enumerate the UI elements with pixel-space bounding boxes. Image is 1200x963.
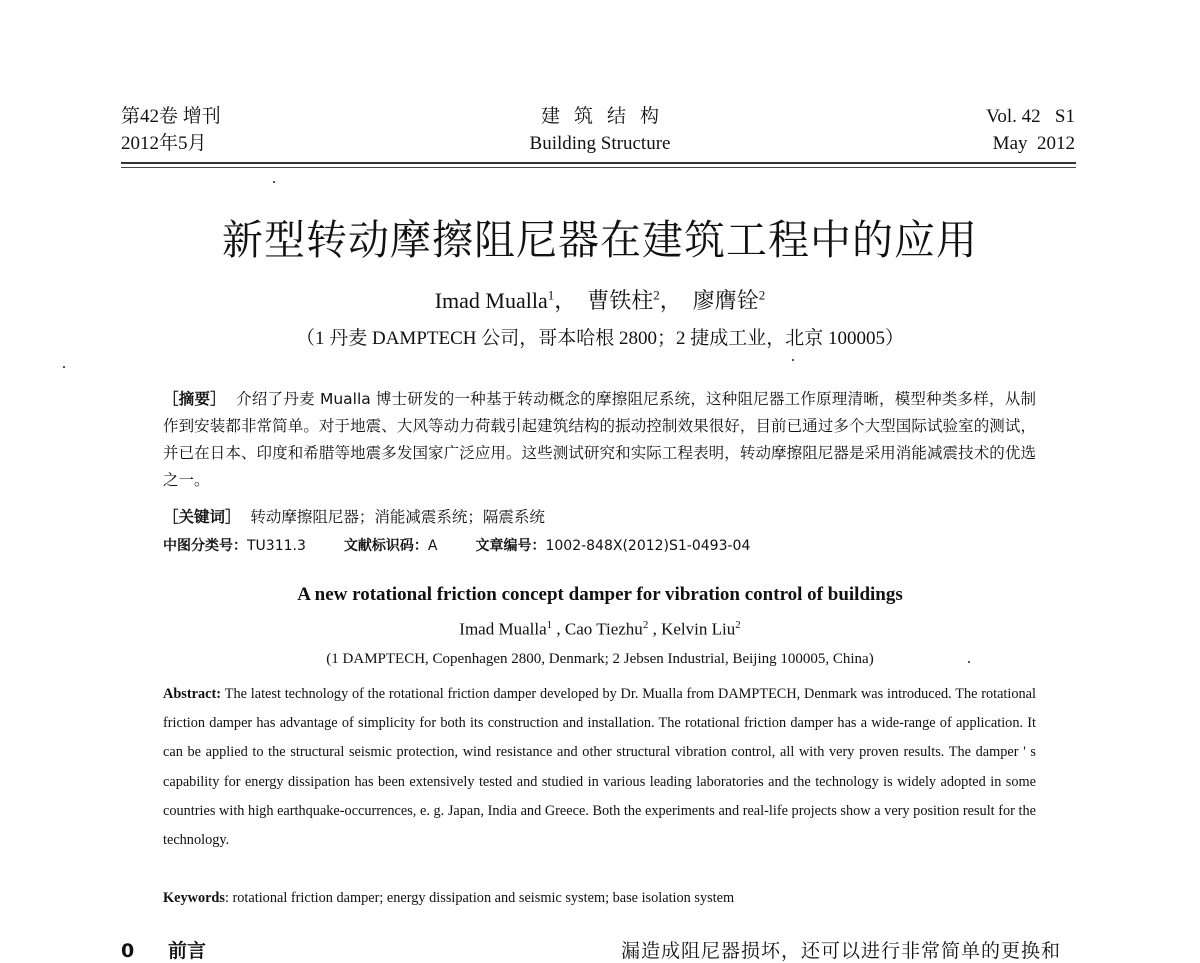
journal-name-en: Building Structure [529,133,671,154]
abstract-en-sep: : [216,686,225,702]
abstract-en-label: Abstract [163,686,217,702]
volume-issue-en: Vol. 42 S1 [986,106,1075,127]
affiliation-cn: （1 丹麦 DAMPTECH 公司，哥本哈根 2800；2 捷成工业，北京 100005） [295,328,904,349]
scan-speck [273,181,275,183]
author-separator: ， [554,288,588,313]
keywords-en-sep: : [224,890,233,906]
scan-speck [63,366,65,368]
paper-title-cn: 新型转动摩擦阻尼器在建筑工程中的应用 [222,216,978,264]
classification-line [163,534,1036,558]
author-affil-mark: 2 [735,619,741,631]
publication-date-cn: 2012年5月 [121,133,207,154]
keywords-en-label: Keywords [163,890,225,906]
paper-title-en: A new rotational friction concept damper for vibration control of buildings [297,584,903,605]
abstract-en-text: The latest technology of the rotational friction damper developed by Dr. Mualla from DAMPTECH, Denmark was introduced. The rotational friction damper has advantage of simplicity for both its construction and installation. The rotational friction damper has a wide-range of application. It can be applied to the structural seismic protection, wind resistance and other structural vibration control, all with very proven results. The damper ' s capability for energy dissipation has been extensively tested and studied in various leading laboratories and the technology is widely adopted in some countries with high earthquake-occurrences, e. g. Japan, India and Greece. Both the experiments and real-life projects show a very position result for the technology. [163,686,1036,849]
doc-code-label: 文献标识码： [343,538,428,554]
author-name: 曹铁柱 [587,288,654,313]
author-separator: , [552,619,565,639]
doc-code-value: A [427,538,438,554]
author-name: 廖膺铨 [692,288,759,313]
keywords-cn-label: ［关键词］ [163,508,241,526]
affiliation-en: (1 DAMPTECH, Copenhagen 2800, Denmark; 2 Jebsen Industrial, Beijing 100005, China) [326,651,874,667]
clc-value: TU311.3 [247,538,306,554]
abstract-en [163,680,1036,855]
section-number: 0 [121,940,135,962]
article-no-value: 1002-848X(2012)S1-0493-04 [545,538,751,554]
author-affil-mark: 1 [546,619,553,631]
author-separator: ， [659,288,693,313]
journal-name-cn: 建筑结构 [540,106,673,127]
publication-date-en: May 2012 [992,133,1075,154]
author-name: Imad Mualla [434,288,548,313]
column2-body-text: 漏造成阻尼器损坏，还可以进行非常简单的更换和 [621,940,1062,962]
clc-label: 中图分类号： [163,538,247,554]
author-name: Imad Mualla [459,619,547,639]
section-heading-introduction [121,936,206,963]
author-name: Kelvin Liu [661,619,736,639]
author-name: Cao Tiezhu [564,619,643,639]
keywords-cn [163,505,1036,529]
scan-speck [968,661,970,663]
author-list-cn [0,284,1200,315]
abstract-cn-text: 介绍了丹麦 Mualla 博士研发的一种基于转动概念的摩擦阻尼系统，这种阻尼器工作原理清晰，模型种类多样，从制作到安装都非常简单。对于地震、大风等动力荷载引起建筑结构的振动控制效果很好，目前已通过多个大型国际试验室的测试，并已在日本、印度和希腊等地震多发国家广泛应用。这些测试研究和实际工程表明，转动摩擦阻尼器是采用消能减震技术的优选之一。 [163,390,1036,489]
header-rule-top [121,162,1076,164]
section-title: 前言 [168,940,207,962]
journal-volume-info-en [986,103,1075,157]
author-affil-mark: 2 [642,619,649,631]
keywords-en-text: rotational friction damper; energy dissipation and seismic system; base isolation system [232,890,735,906]
author-affil-mark: 2 [758,287,766,303]
volume-issue: 第42卷 增刊 [121,106,221,127]
keywords-en [163,886,1036,910]
author-affil-mark: 2 [653,287,660,303]
author-list-en [0,619,1200,640]
keywords-cn-text: 转动摩擦阻尼器；消能减震系统；隔震系统 [250,508,545,526]
author-affil-mark: 1 [547,287,555,303]
article-no-label: 文章编号： [475,538,546,554]
header-rule-bottom [121,167,1076,168]
abstract-cn-label: ［摘要］ [163,390,226,408]
author-separator: , [648,619,662,639]
abstract-cn [163,386,1036,494]
scan-speck [792,359,794,361]
